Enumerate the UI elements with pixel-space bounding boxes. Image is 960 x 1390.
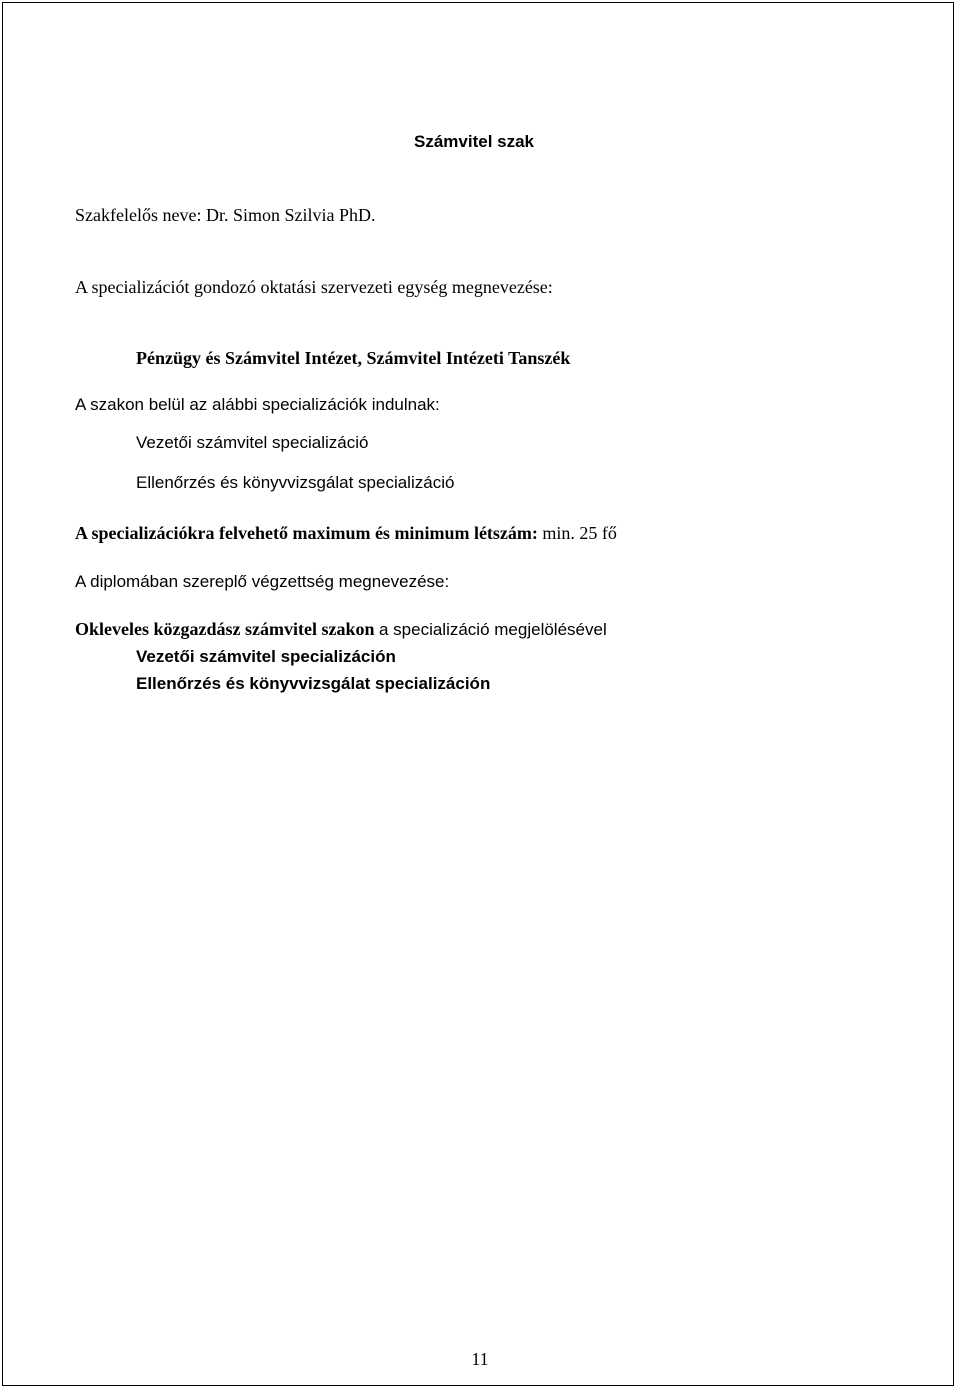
document-title: Számvitel szak [414, 132, 535, 151]
specializations-intro: A szakon belül az alábbi specializációk indulnak: [75, 395, 440, 414]
page-number: 11 [471, 1349, 489, 1369]
headcount-label: A specializációkra felvehető maximum és minimum létszám: [75, 523, 538, 543]
specialization-item: Vezetői számvitel specializáció [136, 433, 369, 452]
diploma-option: Ellenőrzés és könyvvizsgálat specializáción [136, 674, 491, 693]
specialization-item: Ellenőrzés és könyvvizsgálat specializáció [136, 473, 455, 492]
unit-name: Pénzügy és Számvitel Intézet, Számvitel Intézeti Tanszék [136, 348, 571, 368]
unit-label: A specializációt gondozó oktatási szervezeti egység megnevezése: [75, 277, 553, 297]
diploma-degree: Okleveles közgazdász számvitel szakon [75, 619, 375, 639]
headcount-value: min. 25 fő [542, 523, 617, 543]
diploma-option: Vezetői számvitel specializáción [136, 647, 396, 666]
responsible-person-line: Szakfelelős neve: Dr. Simon Szilvia PhD. [75, 205, 376, 225]
diploma-label: A diplomában szereplő végzettség megnevezése: [75, 572, 450, 591]
diploma-degree-line [75, 618, 607, 641]
diploma-suffix: a specializáció megjelölésével [378, 620, 607, 639]
headcount-line [75, 522, 617, 544]
